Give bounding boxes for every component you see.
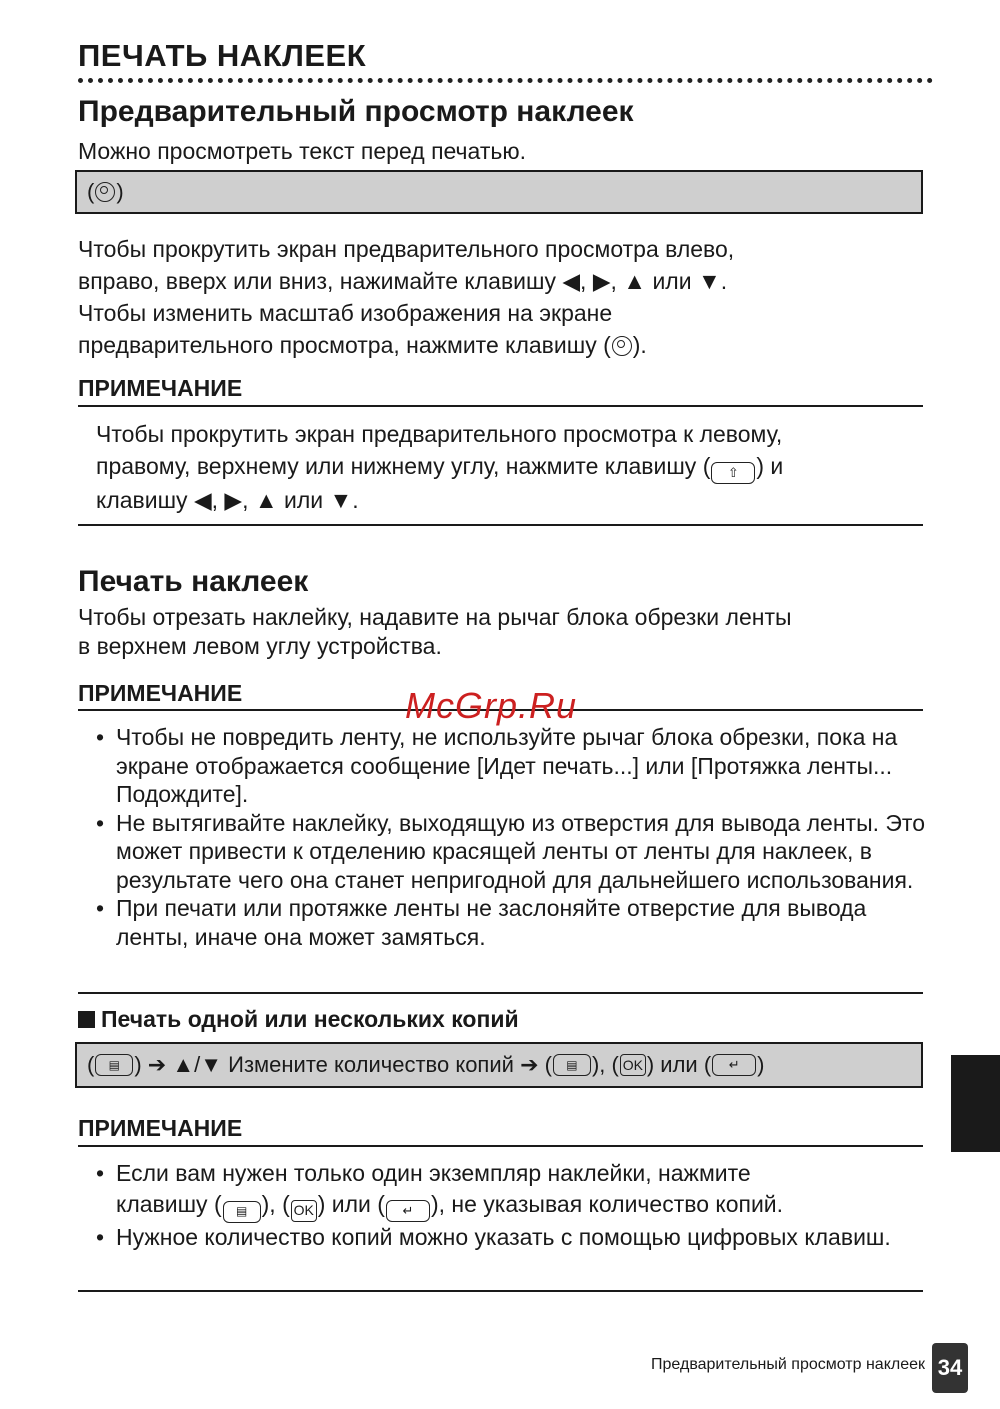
ok-key-icon: OK bbox=[620, 1054, 646, 1076]
copies-note1-text: клавишу ( bbox=[116, 1191, 222, 1217]
list-item: • Нужное количество копий можно указать с помощью цифровых клавиш. bbox=[96, 1223, 926, 1252]
title-divider bbox=[78, 78, 933, 83]
note-rule-bottom-1 bbox=[78, 524, 923, 526]
paren-close: ) bbox=[134, 1052, 142, 1077]
print-key-icon: ▤ bbox=[553, 1054, 591, 1076]
print-key-icon: ▤ bbox=[223, 1201, 261, 1223]
note-rule-bottom-3 bbox=[78, 1290, 923, 1292]
paren-open: ( bbox=[703, 1052, 712, 1077]
preview-para1-line2: вправо, вверх или вниз, нажимайте клавишу ◀, ▶, ▲ или ▼. bbox=[78, 268, 728, 294]
paren-open: ( bbox=[544, 1052, 552, 1077]
paren-close: ) bbox=[757, 1052, 765, 1077]
paren-open: ( bbox=[282, 1191, 290, 1217]
note-heading-3: ПРИМЕЧАНИЕ bbox=[78, 1115, 243, 1141]
paren-close: ), bbox=[591, 1052, 606, 1077]
note-body-1 bbox=[96, 418, 926, 516]
note1-line3: клавишу ◀, ▶, ▲ или ▼. bbox=[96, 487, 359, 513]
printing-intro bbox=[78, 603, 938, 661]
up-down-arrows: ▲/▼ bbox=[172, 1052, 223, 1077]
arrow-right-icon: ➔ bbox=[520, 1052, 539, 1077]
page-title: ПЕЧАТЬ НАКЛЕЕК bbox=[78, 38, 367, 73]
printing-intro-line1: Чтобы отрезать наклейку, надавите на рычаг блока обрезки ленты bbox=[78, 604, 792, 630]
preview-para2-line1: Чтобы изменить масштаб изображения на экране bbox=[78, 300, 613, 326]
note1-text-end: ) и bbox=[756, 453, 784, 479]
note-rule-top-3 bbox=[78, 1145, 923, 1147]
preview-intro: Можно просмотреть текст перед печатью. bbox=[78, 138, 526, 164]
copies-instruction: Измените количество копий bbox=[228, 1052, 514, 1077]
paren-close: ) bbox=[116, 179, 124, 204]
zoom-text-end: ). bbox=[632, 332, 647, 358]
enter-key-icon: ↵ bbox=[386, 1200, 430, 1222]
note-rule-top-1 bbox=[78, 405, 923, 407]
preview-para2-line2 bbox=[78, 329, 938, 361]
printing-heading: Печать наклеек bbox=[78, 565, 309, 598]
square-bullet-icon bbox=[78, 1011, 95, 1028]
print-key-icon: ▤ bbox=[95, 1054, 133, 1076]
copies-note1-line1: Если вам нужен только один экземпляр наклейки, нажмите bbox=[116, 1160, 751, 1186]
list-item: • Чтобы не повредить ленту, не используйте рычаг блока обрезки, пока на экране отображается сообщение [Идет печать...] или [Протяжка ленты... Подождите]. bbox=[96, 723, 926, 809]
note-rule-bottom-2 bbox=[78, 992, 923, 994]
preview-key-icon bbox=[95, 182, 115, 202]
list-item bbox=[96, 1158, 926, 1223]
arrow-right-icon: ➔ bbox=[147, 1052, 167, 1077]
note-heading-1: ПРИМЕЧАНИЕ bbox=[78, 375, 243, 401]
chapter-tab bbox=[951, 1055, 1000, 1152]
copies-heading bbox=[78, 1006, 519, 1033]
note1-line2 bbox=[96, 450, 926, 484]
copies-key-box bbox=[75, 1042, 923, 1088]
printing-intro-line2: в верхнем левом углу устройства. bbox=[78, 633, 442, 659]
copies-heading-text: Печать одной или нескольких копий bbox=[101, 1006, 519, 1032]
paren-open: ( bbox=[87, 1052, 95, 1077]
zoom-key-icon bbox=[612, 336, 632, 356]
paren-open: ( bbox=[87, 179, 95, 204]
preview-key-box bbox=[75, 170, 923, 214]
footer-section-title: Предварительный просмотр наклеек bbox=[651, 1356, 925, 1373]
zoom-text: предварительного просмотра, нажмите клавишу ( bbox=[78, 332, 611, 358]
page-number: 34 bbox=[932, 1343, 968, 1393]
preview-scroll-text bbox=[78, 233, 938, 361]
copies-note1-sep: ), bbox=[261, 1191, 276, 1217]
preview-para1-line1: Чтобы прокрутить экран предварительного просмотра влево, bbox=[78, 236, 735, 262]
shift-key-icon: ⇧ bbox=[711, 462, 755, 484]
note1-text: правому, верхнему или нижнему углу, нажмите клавишу ( bbox=[96, 453, 711, 479]
or-text: ) или bbox=[646, 1052, 698, 1077]
copies-notes-list bbox=[96, 1158, 926, 1251]
copies-note1-or: ) или ( bbox=[317, 1191, 385, 1217]
note-heading-2: ПРИМЕЧАНИЕ bbox=[78, 680, 243, 706]
printing-notes-list bbox=[96, 723, 926, 951]
copies-note1-end: ), не указывая количество копий. bbox=[430, 1191, 784, 1217]
ok-key-icon: OK bbox=[291, 1200, 317, 1222]
note1-line1: Чтобы прокрутить экран предварительного просмотра к левому, bbox=[96, 421, 783, 447]
enter-key-icon: ↵ bbox=[712, 1054, 756, 1076]
paren-open: ( bbox=[611, 1052, 619, 1077]
list-item: • Не вытягивайте наклейку, выходящую из отверстия для вывода ленты. Это может привести к отделению красящей ленты от ленты для наклеек, в результате чего она станет непригодной для дальнейшего использования. bbox=[96, 809, 926, 895]
watermark: McGrp.Ru bbox=[405, 685, 578, 726]
list-item: • При печати или протяжке ленты не заслоняйте отверстие для вывода ленты, иначе она может замяться. bbox=[96, 894, 926, 951]
preview-heading: Предварительный просмотр наклеек bbox=[78, 95, 634, 128]
